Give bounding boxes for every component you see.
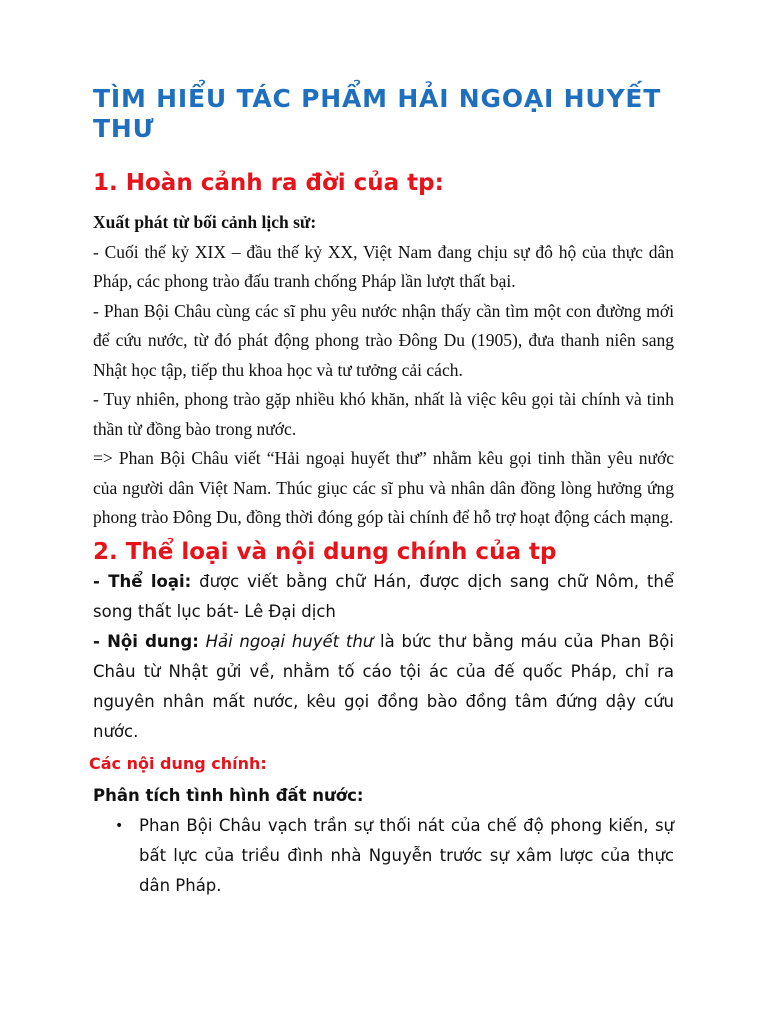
analysis-label: Phân tích tình hình đất nước: bbox=[93, 785, 364, 805]
list-item bbox=[93, 811, 674, 901]
list-item-text: Phan Bội Châu vạch trần sự thối nát của chế độ phong kiến, sự bất lực của triều đình nhà Nguyễn trước sự xâm lược của thực dân Pháp. bbox=[139, 815, 674, 895]
content-text: là bức thư bằng máu của Phan Bội Châu từ Nhật gửi về, nhằm tố cáo tội ác của đế quốc Pháp, chỉ ra nguyên nhân mất nước, kêu gọi đồng bào đồng tâm đứng dậy cứu nước. bbox=[93, 631, 674, 741]
content-paragraph bbox=[93, 627, 674, 747]
analysis-bullet-list bbox=[93, 811, 674, 901]
section-2-heading: 2. Thể loại và nội dung chính của tp bbox=[93, 538, 557, 565]
section-1-paragraph: - Phan Bội Châu cùng các sĩ phu yêu nước nhận thấy cần tìm một con đường mới để cứu nước, từ đó phát động phong trào Đông Du (1905), đưa thanh niên sang Nhật học tập, tiếp thu khoa học và tư tưởng cải cách. bbox=[93, 300, 674, 380]
bullet-icon: • bbox=[115, 817, 124, 834]
content-label: - Nội dung: bbox=[93, 631, 199, 651]
section-1-paragraph: - Cuối thế kỷ XIX – đầu thế kỷ XX, Việt Nam đang chịu sự đô hộ của thực dân Pháp, các phong trào đấu tranh chống Pháp lần lượt thất bại. bbox=[93, 241, 674, 291]
work-title-italic: Hải ngoại huyết thư bbox=[205, 631, 374, 651]
section-1-paragraph: - Tuy nhiên, phong trào gặp nhiều khó khăn, nhất là việc kêu gọi tài chính và tinh thần từ đồng bào trong nước. bbox=[93, 389, 674, 439]
genre-label: - Thể loại: bbox=[93, 571, 192, 591]
main-contents-label: Các nội dung chính: bbox=[89, 753, 267, 773]
section-1-heading: 1. Hoàn cảnh ra đời của tp: bbox=[93, 170, 444, 196]
document-title: TÌM HIỂU TÁC PHẨM HẢI NGOẠI HUYẾT THƯ bbox=[93, 84, 662, 143]
section-1-subheading: Xuất phát từ bối cảnh lịch sử: bbox=[93, 212, 317, 232]
genre-text: được viết bằng chữ Hán, được dịch sang chữ Nôm, thể song thất lục bát- Lê Đại dịch bbox=[93, 571, 674, 621]
genre-paragraph bbox=[93, 567, 674, 627]
section-1-paragraph: => Phan Bội Châu viết “Hải ngoại huyết thư” nhằm kêu gọi tinh thần yêu nước của người dân Việt Nam. Thúc giục các sĩ phu và nhân dân đồng lòng hưởng ứng phong trào Đông Du, đồng thời đóng góp tài chính để hỗ trợ hoạt động cách mạng. bbox=[93, 448, 674, 527]
